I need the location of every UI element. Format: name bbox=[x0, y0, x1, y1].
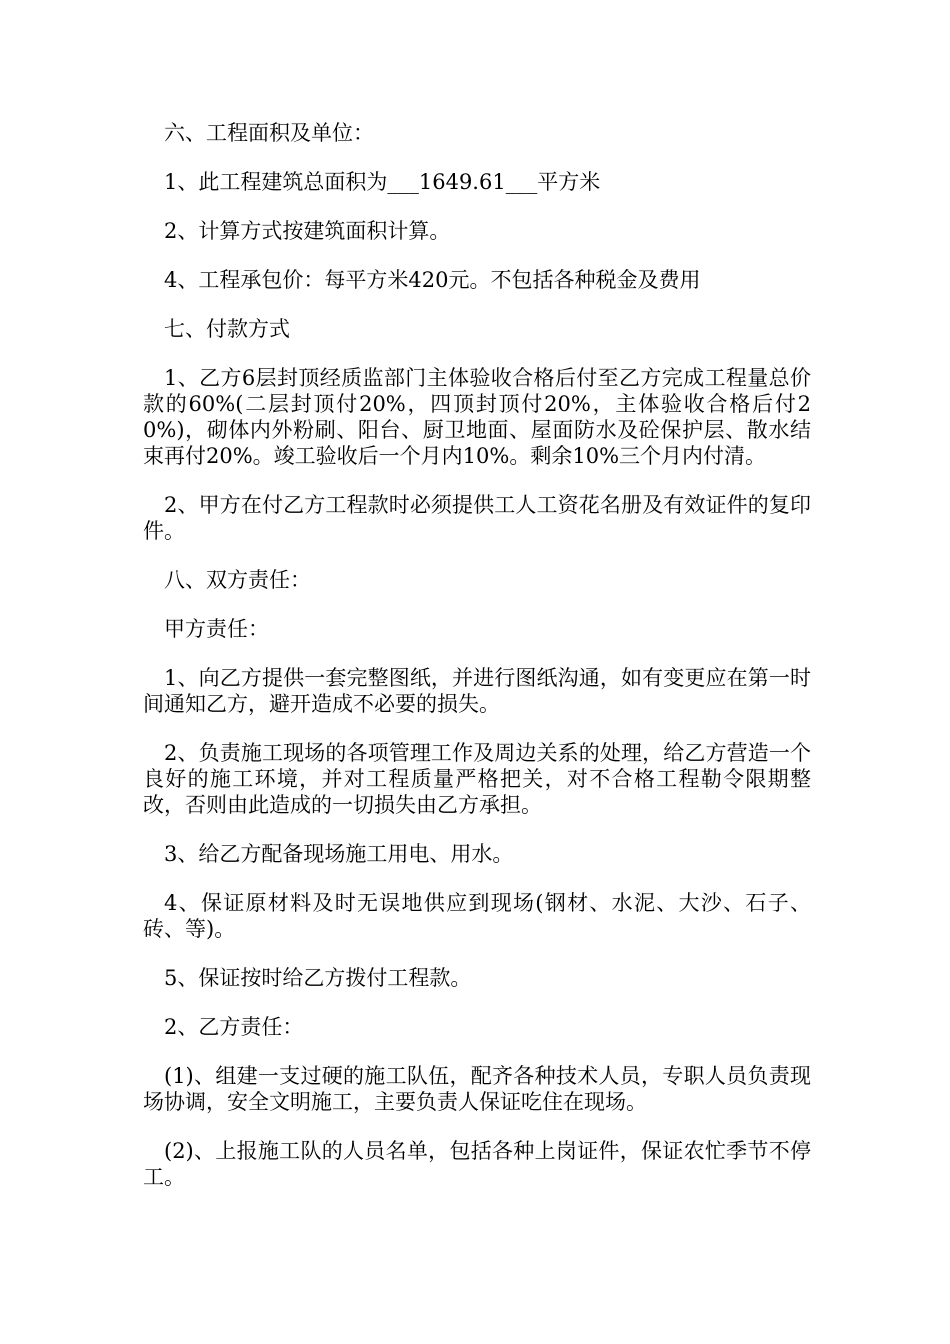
clause-party-a-drawings: 1、向乙方提供一套完整图纸，并进行图纸沟通，如有变更应在第一时间通知乙方，避开造成不必要的损失。 bbox=[143, 666, 811, 716]
section-heading-area-unit: 六、工程面积及单位： bbox=[164, 121, 374, 145]
section-heading-payment: 七、付款方式 bbox=[164, 317, 290, 341]
clause-party-a-payment: 5、保证按时给乙方拨付工程款。 bbox=[164, 966, 472, 990]
clause-total-area: 1、此工程建筑总面积为___1649.61___平方米 bbox=[164, 170, 601, 194]
section-heading-responsibilities: 八、双方责任： bbox=[164, 568, 311, 592]
clause-party-a-utilities: 3、给乙方配备现场施工用电、用水。 bbox=[164, 842, 514, 866]
clause-contract-price: 4、工程承包价：每平方米420元。不包括各种税金及费用 bbox=[164, 268, 701, 292]
document-page bbox=[143, 120, 811, 1213]
clause-party-b-team: (1)、组建一支过硬的施工队伍，配齐各种技术人员，专职人员负责现场协调，安全文明施工，主要负责人保证吃住在现场。 bbox=[143, 1064, 811, 1114]
clause-party-a-site-management: 2、负责施工现场的各项管理工作及周边关系的处理，给乙方营造一个良好的施工环境，并对工程质量严格把关，对不合格工程勒令限期整改，否则由此造成的一切损失由乙方承担。 bbox=[143, 741, 811, 817]
subheading-party-a: 甲方责任： bbox=[164, 617, 269, 641]
clause-calculation-method: 2、计算方式按建筑面积计算。 bbox=[164, 219, 451, 243]
clause-payment-documents: 2、甲方在付乙方工程款时必须提供工人工资花名册及有效证件的复印件。 bbox=[143, 493, 811, 543]
clause-party-a-materials: 4、保证原材料及时无误地供应到现场(钢材、水泥、大沙、石子、砖、等)。 bbox=[143, 891, 811, 941]
clause-party-b-roster: (2)、上报施工队的人员名单，包括各种上岗证件，保证农忙季节不停工。 bbox=[143, 1139, 811, 1189]
clause-payment-schedule: 1、乙方6层封顶经质监部门主体验收合格后付至乙方完成工程量总价款的60%(二层封顶付20%，四顶封顶付20%，主体验收合格后付20%)，砌体内外粉刷、阳台、厨卫地面、屋面防水及砼保护层、散水结束再付20%。竣工验收后一个月内10%。剩余10%三个月内付清。 bbox=[143, 366, 811, 468]
subheading-party-b: 2、乙方责任： bbox=[164, 1015, 304, 1039]
